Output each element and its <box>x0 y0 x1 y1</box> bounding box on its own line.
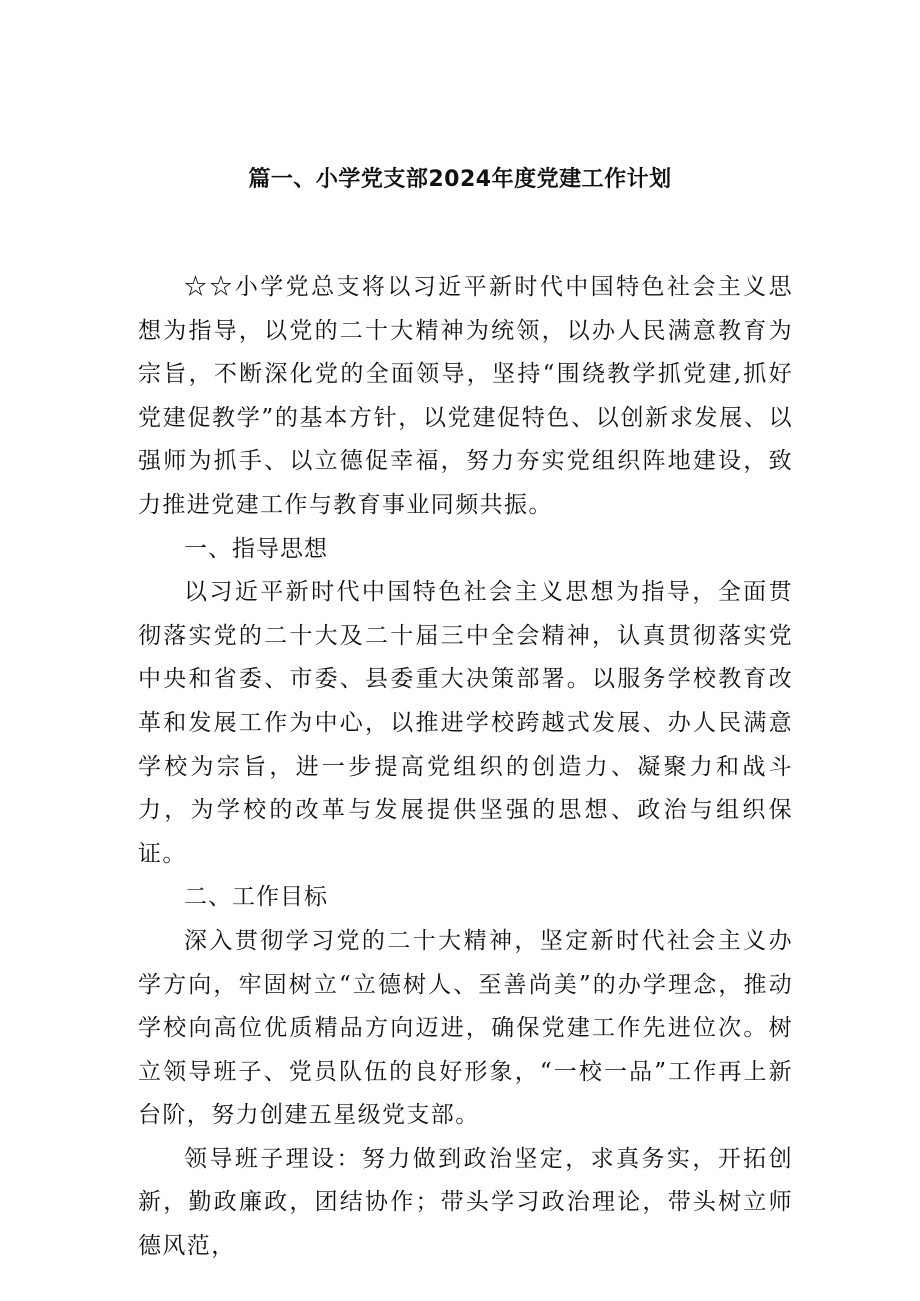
document-title: 篇一、小学党支部2024年度党建工作计划 <box>248 167 672 192</box>
guiding-ideology-paragraph: 以习近平新时代中国特色社会主义思想为指导，全面贯彻落实党的二十大及二十届三中全会精神，认真贯彻落实党中央和省委、市委、县委重大决策部署。以服务学校教育改革和发展工作为中心，以推进学校跨越式发展、办人民满意学校为宗旨，进一步提高党组织的创造力、凝聚力和战斗力，为学校的改革与发展提供坚强的思想、政治与组织保证。 <box>138 579 793 867</box>
leadership-paragraph: 领导班子理设：努力做到政治坚定，求真务实，开拓创新，勤政廉政，团结协作；带头学习政治理论，带头树立师德风范， <box>138 1145 793 1260</box>
work-goals-paragraph: 深入贯彻学习党的二十大精神，坚定新时代社会主义办学方向，牢固树立“立德树人、至善尚美”的办学理念，推动学校向高位优质精品方向迈进，确保党建工作先进位次。树立领导班子、党员队伍的良好形象，“一校一品”工作再上新台阶，努力创建五星级党支部。 <box>138 927 793 1129</box>
intro-paragraph: ☆☆小学党总支将以习近平新时代中国特色社会主义思想为指导，以党的二十大精神为统领，以办人民满意教育为宗旨，不断深化党的全面领导，坚持“围绕教学抓党建,抓好党建促教学”的基本方针，以党建促特色、以创新求发展、以强师为抓手、以立德促幸福，努力夯实党组织阵地建设，致力推进党建工作与教育事业同频共振。 <box>138 274 793 518</box>
section-heading-guiding-ideology: 一、指导思想 <box>184 535 328 562</box>
section-heading-work-goals: 二、工作目标 <box>184 884 328 911</box>
document-body <box>138 266 793 1269</box>
